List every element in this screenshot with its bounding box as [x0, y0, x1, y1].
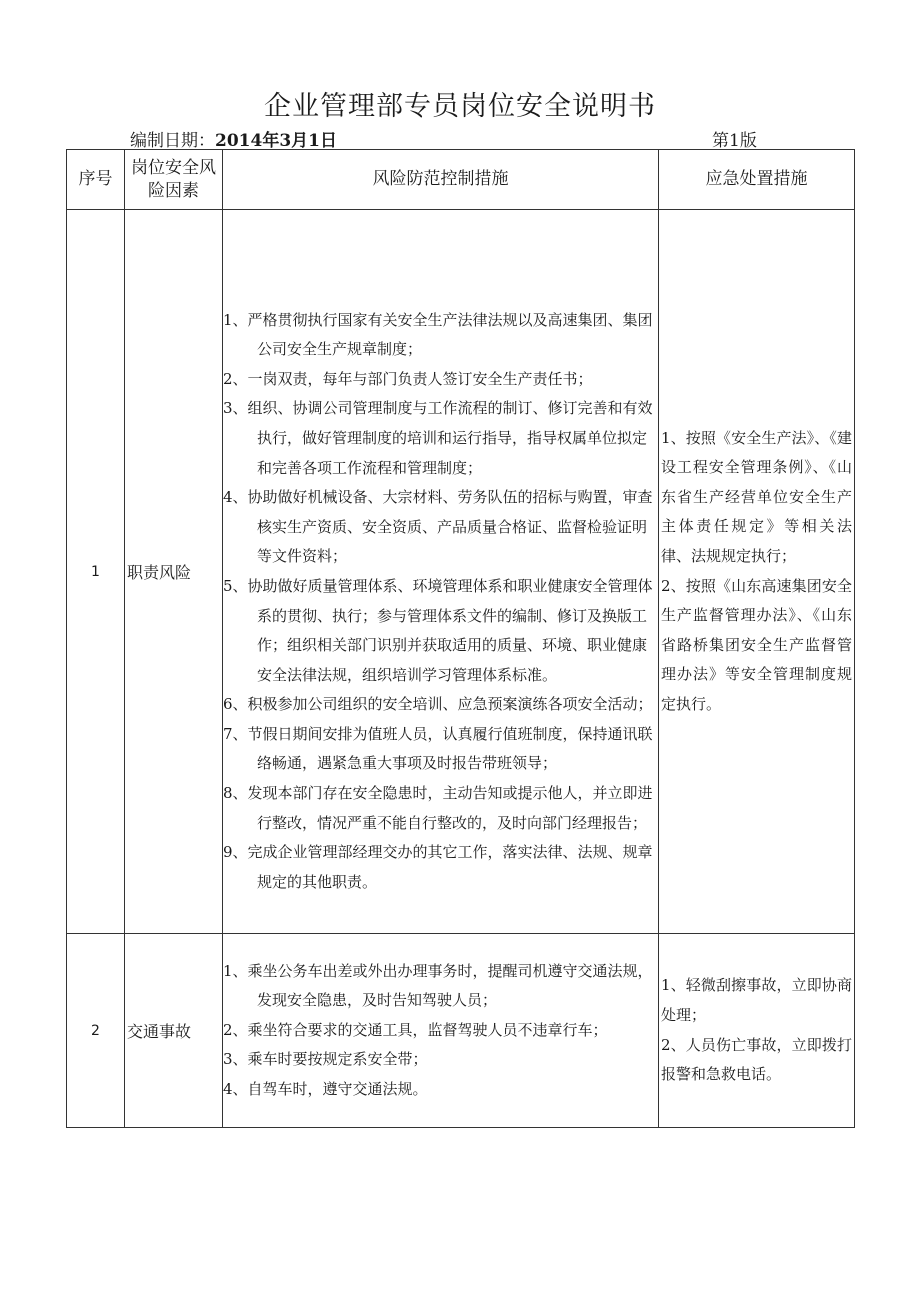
- measure-item: 9、完成企业管理部经理交办的其它工作，落实法律、法规、规章规定的其他职责。: [223, 843, 653, 891]
- measure-item: 1、乘坐公务车出差或外出办理事务时，提醒司机遵守交通法规，发现安全隐患，及时告知驾驶人员；: [223, 961, 653, 1010]
- document-title: 企业管理部专员岗位安全说明书: [264, 91, 656, 122]
- measure-item: 2、一岗双责，每年与部门负责人签订安全生产责任书；: [223, 369, 593, 388]
- row-emergency: [659, 210, 855, 934]
- version-label: 第1版: [712, 131, 757, 151]
- compile-date: [130, 126, 337, 151]
- row-measures: [223, 210, 659, 934]
- row-factor: 交通事故: [125, 934, 223, 1128]
- row-factor: 职责风险: [125, 210, 223, 934]
- measure-item: 4、协助做好机械设备、大宗材料、劳务队伍的招标与购置，审查核实生产资质、安全资质、产品质量合格证、监督检验证明等文件资料；: [223, 488, 653, 566]
- date-value: 2014年3月1日: [215, 131, 337, 151]
- row-num: 2: [67, 934, 125, 1128]
- header-factor: 岗位安全风险因素: [125, 150, 223, 210]
- table-row: [67, 210, 855, 934]
- measure-item: 2、乘坐符合要求的交通工具，监督驾驶人员不违章行车；: [223, 1020, 608, 1039]
- emergency-item: 1、按照《安全生产法》、《建设工程安全管理条例》、《山东省生产经营单位安全生产主体责任规定》等相关法律、法规规定执行；: [661, 428, 852, 565]
- measure-item: 6、积极参加公司组织的安全培训、应急预案演练各项安全活动；: [223, 695, 653, 714]
- header-num: 序号: [67, 150, 125, 210]
- row-measures: [223, 934, 659, 1128]
- measure-item: 3、乘车时要按规定系安全带；: [223, 1050, 428, 1069]
- row-num: 1: [67, 210, 125, 934]
- measure-item: 3、组织、协调公司管理制度与工作流程的制订、修订完善和有效执行，做好管理制度的培训和运行指导，指导权属单位拟定和完善各项工作流程和管理制度；: [223, 399, 653, 477]
- emergency-item: 2、人员伤亡事故，立即拨打报警和急救电话。: [661, 1035, 852, 1084]
- measure-item: 7、节假日期间安排为值班人员，认真履行值班制度，保持通讯联络畅通，遇紧急重大事项及时报告带班领导；: [223, 724, 653, 773]
- measure-item: 8、发现本部门存在安全隐患时，主动告知或提示他人，并立即进行整改，情况严重不能自行整改的，及时向部门经理报告；: [223, 784, 653, 832]
- emergency-item: 2、按照《山东高速集团安全生产监督管理办法》、《山东省路桥集团安全生产监督管理办法》等安全管理制度规定执行。: [661, 576, 852, 713]
- row-emergency: [659, 934, 855, 1128]
- measure-item: 5、协助做好质量管理体系、环境管理体系和职业健康安全管理体系的贯彻、执行；参与管理体系文件的编制、修订及换版工作；组织相关部门识别并获取适用的质量、环境、职业健康安全法律法规，组织培训学习管理体系标准。: [223, 576, 653, 684]
- table-header-row: [67, 150, 855, 210]
- emergency-item: 1、轻微刮擦事故，立即协商处理；: [661, 976, 852, 1024]
- safety-table: [66, 149, 855, 1128]
- table-row: [67, 934, 855, 1128]
- measure-item: 4、自驾车时，遵守交通法规。: [223, 1079, 428, 1098]
- header-measures: 风险防范控制措施: [223, 150, 659, 210]
- header-emergency: 应急处置措施: [659, 150, 855, 210]
- measure-item: 1、严格贯彻执行国家有关安全生产法律法规以及高速集团、集团公司安全生产规章制度；: [223, 310, 653, 359]
- date-label: 编制日期：: [130, 131, 215, 151]
